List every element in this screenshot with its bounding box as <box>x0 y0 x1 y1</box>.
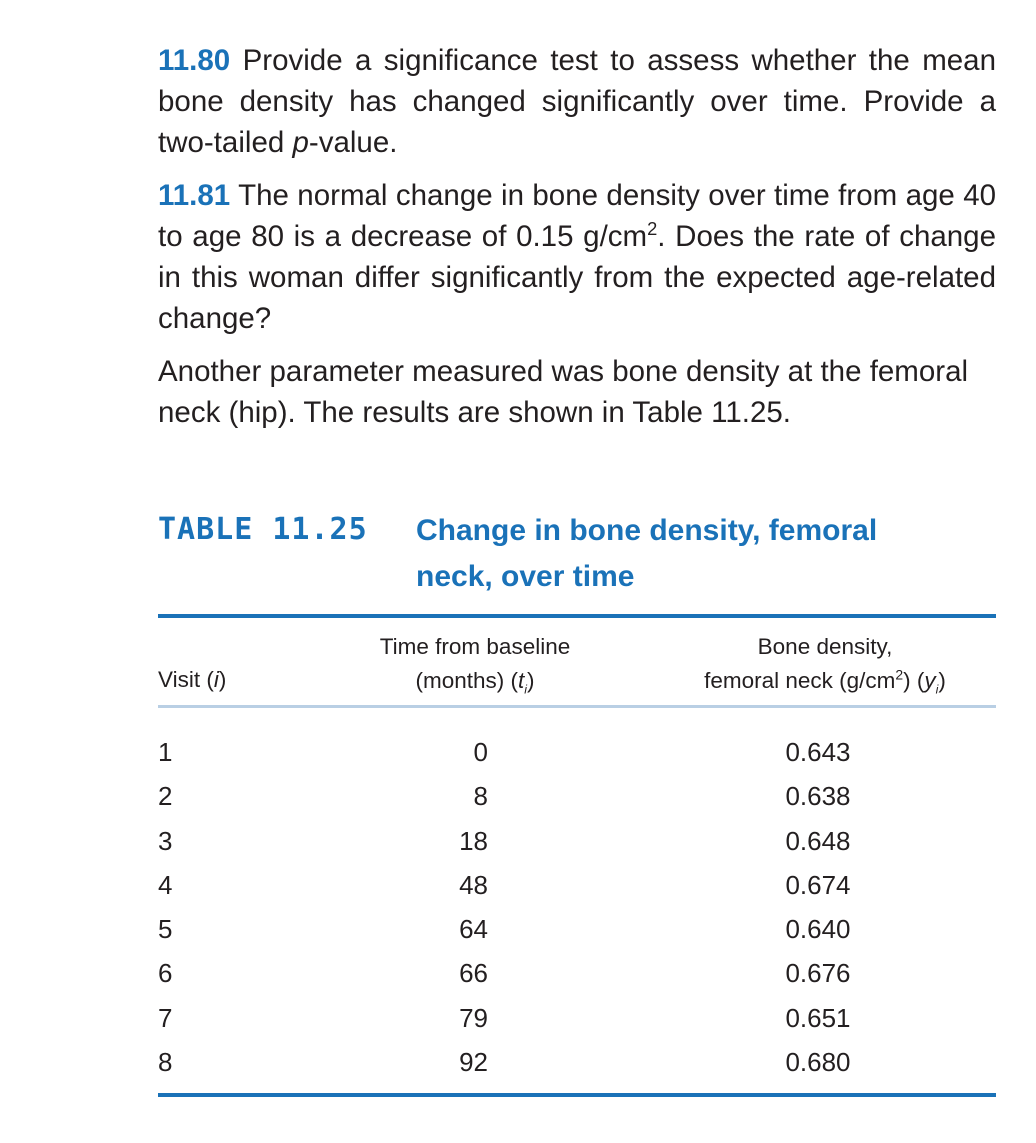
cell-visit: 5 <box>158 914 173 945</box>
cell-time: 66 <box>459 958 488 989</box>
cell-time: 79 <box>459 1002 488 1033</box>
header-line: Bone density, <box>757 634 893 659</box>
table-row <box>158 819 996 863</box>
header-text: ) ( <box>903 668 925 693</box>
header-text: ) <box>938 668 946 693</box>
text-block <box>158 40 996 433</box>
cell-bone-density: 0.676 <box>785 958 851 989</box>
problem-text: Provide a significance test to assess whether the mean bone density has changed significantly over time. Provide a two-tailed <box>158 44 996 159</box>
column-header-visit <box>158 663 226 697</box>
superscript: 2 <box>647 218 658 240</box>
cell-visit: 6 <box>158 958 173 989</box>
problem-text-end: -value. <box>308 126 398 159</box>
problem-number: 11.80 <box>158 44 231 77</box>
column-header-time <box>340 630 610 698</box>
cell-bone-density: 0.674 <box>785 869 851 900</box>
cell-time: 0 <box>473 737 488 767</box>
header-var: t <box>518 668 525 693</box>
header-text: (months) ( <box>415 668 518 693</box>
cell-bone-density: 0.640 <box>785 914 851 945</box>
cell-visit: 8 <box>158 1047 173 1078</box>
header-line <box>340 664 610 698</box>
cell-bone-density: 0.651 <box>785 1002 851 1033</box>
header-line: Time from baseline <box>379 634 571 659</box>
body-paragraph: Another parameter measured was bone density at the femoral neck (hip). The results are shown in Table 11.25. <box>158 355 969 429</box>
header-text: Visit ( <box>158 667 214 692</box>
header-text: ) <box>218 667 227 692</box>
table-bottom-rule <box>158 1093 996 1097</box>
header-subscript: i <box>935 682 939 697</box>
problem-11-80 <box>158 40 996 163</box>
cell-time: 48 <box>459 869 488 900</box>
problem-text-end: . Does the rate of change in this woman differ significantly from the expected age-related change? <box>158 220 996 335</box>
cell-bone-density: 0.638 <box>785 781 851 812</box>
cell-time: 18 <box>459 825 488 856</box>
header-text: femoral neck (g/cm <box>704 668 896 693</box>
cell-bone-density: 0.643 <box>785 737 851 767</box>
header-superscript: 2 <box>895 666 904 683</box>
cell-bone-density: 0.680 <box>785 1047 851 1078</box>
header-subscript: i <box>524 682 528 697</box>
cell-visit: 7 <box>158 1002 173 1033</box>
table-row <box>158 774 996 818</box>
cell-time: 64 <box>459 914 488 945</box>
cell-time: 92 <box>459 1047 488 1078</box>
problem-11-81 <box>158 175 996 339</box>
column-header-bone-density <box>660 630 990 698</box>
table-row <box>158 1040 996 1084</box>
table-title: Change in bone density, femoral neck, over time <box>416 514 878 593</box>
p-symbol: p <box>292 126 309 159</box>
cell-visit: 2 <box>158 781 173 812</box>
table-row <box>158 951 996 995</box>
header-var: i <box>213 667 219 692</box>
table-row <box>158 730 996 774</box>
table-row <box>158 863 996 907</box>
table-body <box>158 730 996 1084</box>
cell-time: 8 <box>473 781 488 812</box>
table-row <box>158 996 996 1040</box>
header-line <box>660 664 990 698</box>
cell-visit: 4 <box>158 869 173 900</box>
cell-visit: 1 <box>158 737 173 767</box>
table-row <box>158 907 996 951</box>
cell-visit: 3 <box>158 825 173 856</box>
table-top-rule <box>158 614 996 618</box>
table-label: TABLE 11.25 <box>158 512 368 547</box>
problem-number: 11.81 <box>158 179 231 212</box>
header-var: y <box>924 668 936 693</box>
problem-text: The normal change in bone density over time from age 40 to age 80 is a decrease of 0.15 g/cm <box>158 179 997 253</box>
header-text: ) <box>527 668 535 693</box>
cell-bone-density: 0.648 <box>785 825 851 856</box>
table-header-rule <box>158 705 996 708</box>
